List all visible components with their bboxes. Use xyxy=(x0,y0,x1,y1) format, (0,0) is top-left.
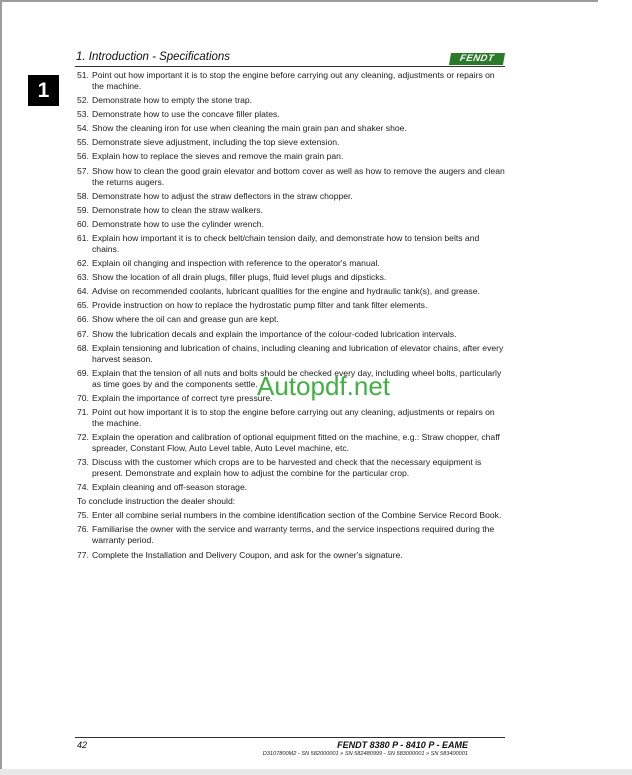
item-text: Complete the Installation and Delivery Coupon, and ask for the owner's signature. xyxy=(92,549,403,560)
item-text: Demonstrate how to clean the straw walkers. xyxy=(92,204,263,215)
item-number: 55. xyxy=(77,137,89,148)
item-text: Show the location of all drain plugs, filler plugs, fluid level plugs and dipsticks. xyxy=(92,272,387,283)
list-item xyxy=(77,151,505,162)
list-item xyxy=(77,191,505,202)
list-item xyxy=(77,457,505,479)
item-number: 54. xyxy=(77,123,89,134)
watermark: Autopdf.net xyxy=(257,371,390,401)
list-item xyxy=(77,258,505,269)
item-number: 64. xyxy=(77,286,89,297)
item-number: 76. xyxy=(77,524,89,535)
footer-rule xyxy=(75,737,505,738)
item-number: 56. xyxy=(77,151,89,162)
item-number: 71. xyxy=(77,406,89,417)
list-item xyxy=(77,219,505,230)
item-number: 53. xyxy=(77,109,89,120)
list-item xyxy=(77,233,505,255)
list-item xyxy=(77,109,505,120)
item-text: Demonstrate how to adjust the straw deflectors in the straw chopper. xyxy=(92,190,353,201)
list-item xyxy=(77,70,505,92)
list-item xyxy=(77,137,505,148)
item-text: Explain the importance of correct tyre pressure. xyxy=(92,392,273,403)
item-text: Demonstrate sieve adjustment, including the top sieve extension. xyxy=(92,137,340,148)
item-number: 77. xyxy=(77,549,89,560)
item-text: Explain the operation and calibration of optional equipment fitted on the machine, e.g.: Straw chopper, chaff spreader, Constant Flow, Auto Level table, Auto Level machine, etc. xyxy=(92,431,500,453)
list-item xyxy=(77,550,505,561)
list-item xyxy=(77,510,505,521)
item-text: Explain that the tension of all nuts and bolts should be checked every day, including wheel bolts, particularly as time goes by and the components settle. xyxy=(92,367,502,389)
list-item xyxy=(77,272,505,283)
list-item xyxy=(77,300,505,311)
item-text: Explain tensioning and lubrication of chains, including cleaning and lubrication of elevator chains, after every harvest season. xyxy=(92,342,504,364)
item-number: 51. xyxy=(77,70,89,80)
item-number: 75. xyxy=(77,510,89,521)
item-text: Point out how important it is to stop the engine before carrying out any cleaning, adjustments or repairs on the machine. xyxy=(92,70,495,91)
header-rule xyxy=(75,66,505,67)
item-number: 62. xyxy=(77,258,89,269)
item-text: Explain cleaning and off-season storage. xyxy=(92,482,248,493)
item-text: Advise on recommended coolants, lubricant qualities for the engine and hydraulic tank(s), and grease. xyxy=(92,286,480,297)
item-number: 67. xyxy=(77,328,89,339)
list-item xyxy=(77,166,505,188)
item-number: 70. xyxy=(77,392,89,403)
section-title: 1. Introduction - Specifications xyxy=(76,51,231,63)
item-text: Show where the oil can and grease gun are kept. xyxy=(92,314,279,325)
list-item xyxy=(77,95,505,106)
item-text: Show the lubrication decals and explain the importance of the colour-coded lubrication intervals. xyxy=(92,328,457,339)
item-text: Point out how important it is to stop the engine before carrying out any cleaning, adjustments or repairs on the machine. xyxy=(92,406,495,428)
conclusion-intro: To conclude instruction the dealer should: xyxy=(77,496,236,507)
item-number: 69. xyxy=(77,367,89,378)
item-text: Discuss with the customer which crops are to be harvested and check that the necessary equipment is present. Demonstrate and explain how to adjust the combine for the particular crop. xyxy=(92,457,482,479)
list-item xyxy=(77,205,505,216)
item-number: 59. xyxy=(77,204,89,215)
document-page xyxy=(2,2,598,769)
item-number: 72. xyxy=(77,431,89,442)
chapter-tab: 1 xyxy=(28,75,59,106)
item-number: 73. xyxy=(77,457,89,468)
fendt-logo: FENDT xyxy=(449,53,505,65)
list-item xyxy=(77,314,505,325)
page-number: 42 xyxy=(77,740,88,750)
item-number: 63. xyxy=(77,272,89,283)
list-item xyxy=(77,524,505,546)
item-text: Demonstrate how to use the concave filler plates. xyxy=(92,109,280,120)
list-item xyxy=(77,482,505,493)
item-number: 58. xyxy=(77,190,89,201)
item-text: Enter all combine serial numbers in the combine identification section of the Combine Service Record Book. xyxy=(92,510,502,521)
list-item xyxy=(77,407,505,429)
list-item xyxy=(77,343,505,365)
item-text: Explain oil changing and inspection with reference to the operator's manual. xyxy=(92,258,380,269)
list-item xyxy=(77,329,505,340)
item-number: 61. xyxy=(77,232,89,243)
model-name: FENDT 8380 P - 8410 P - EAME xyxy=(337,740,468,750)
item-text: Demonstrate how to use the cylinder wrench. xyxy=(92,218,264,229)
item-text: Familiarise the owner with the service and warranty terms, and the service inspections required during the warranty period. xyxy=(92,524,495,546)
item-number: 65. xyxy=(77,300,89,311)
item-number: 57. xyxy=(77,165,89,176)
item-text: Provide instruction on how to replace the hydrostatic pump filter and tank filter elements. xyxy=(92,300,428,311)
viewer-bottom-edge xyxy=(0,769,632,775)
item-number: 68. xyxy=(77,342,89,353)
item-number: 52. xyxy=(77,95,89,106)
item-text: Explain how to replace the sieves and remove the main grain pan. xyxy=(92,151,344,162)
item-text: Show how to clean the good grain elevator and bottom cover as well as how to remove the augers and clean the returns augers. xyxy=(92,165,505,187)
item-text: Show the cleaning iron for use when cleaning the main grain pan and shaker shoe. xyxy=(92,123,407,134)
item-number: 60. xyxy=(77,218,89,229)
numbered-items-after xyxy=(77,510,505,560)
item-text: Explain how important it is to check belt/chain tension daily, and demonstrate how to tension belts and chains. xyxy=(92,232,480,254)
item-text: Demonstrate how to empty the stone trap. xyxy=(92,95,253,106)
viewer-margin xyxy=(598,0,632,775)
instruction-list xyxy=(77,70,505,564)
serial-range: D3107800M2 - SN 582000001 » SN 582480999 - SN 583000001 » SN 583400001 xyxy=(262,751,468,757)
numbered-items-before xyxy=(77,70,505,493)
list-item xyxy=(77,123,505,134)
list-item xyxy=(77,286,505,297)
list-item xyxy=(77,432,505,454)
item-number: 66. xyxy=(77,314,89,325)
item-number: 74. xyxy=(77,482,89,493)
